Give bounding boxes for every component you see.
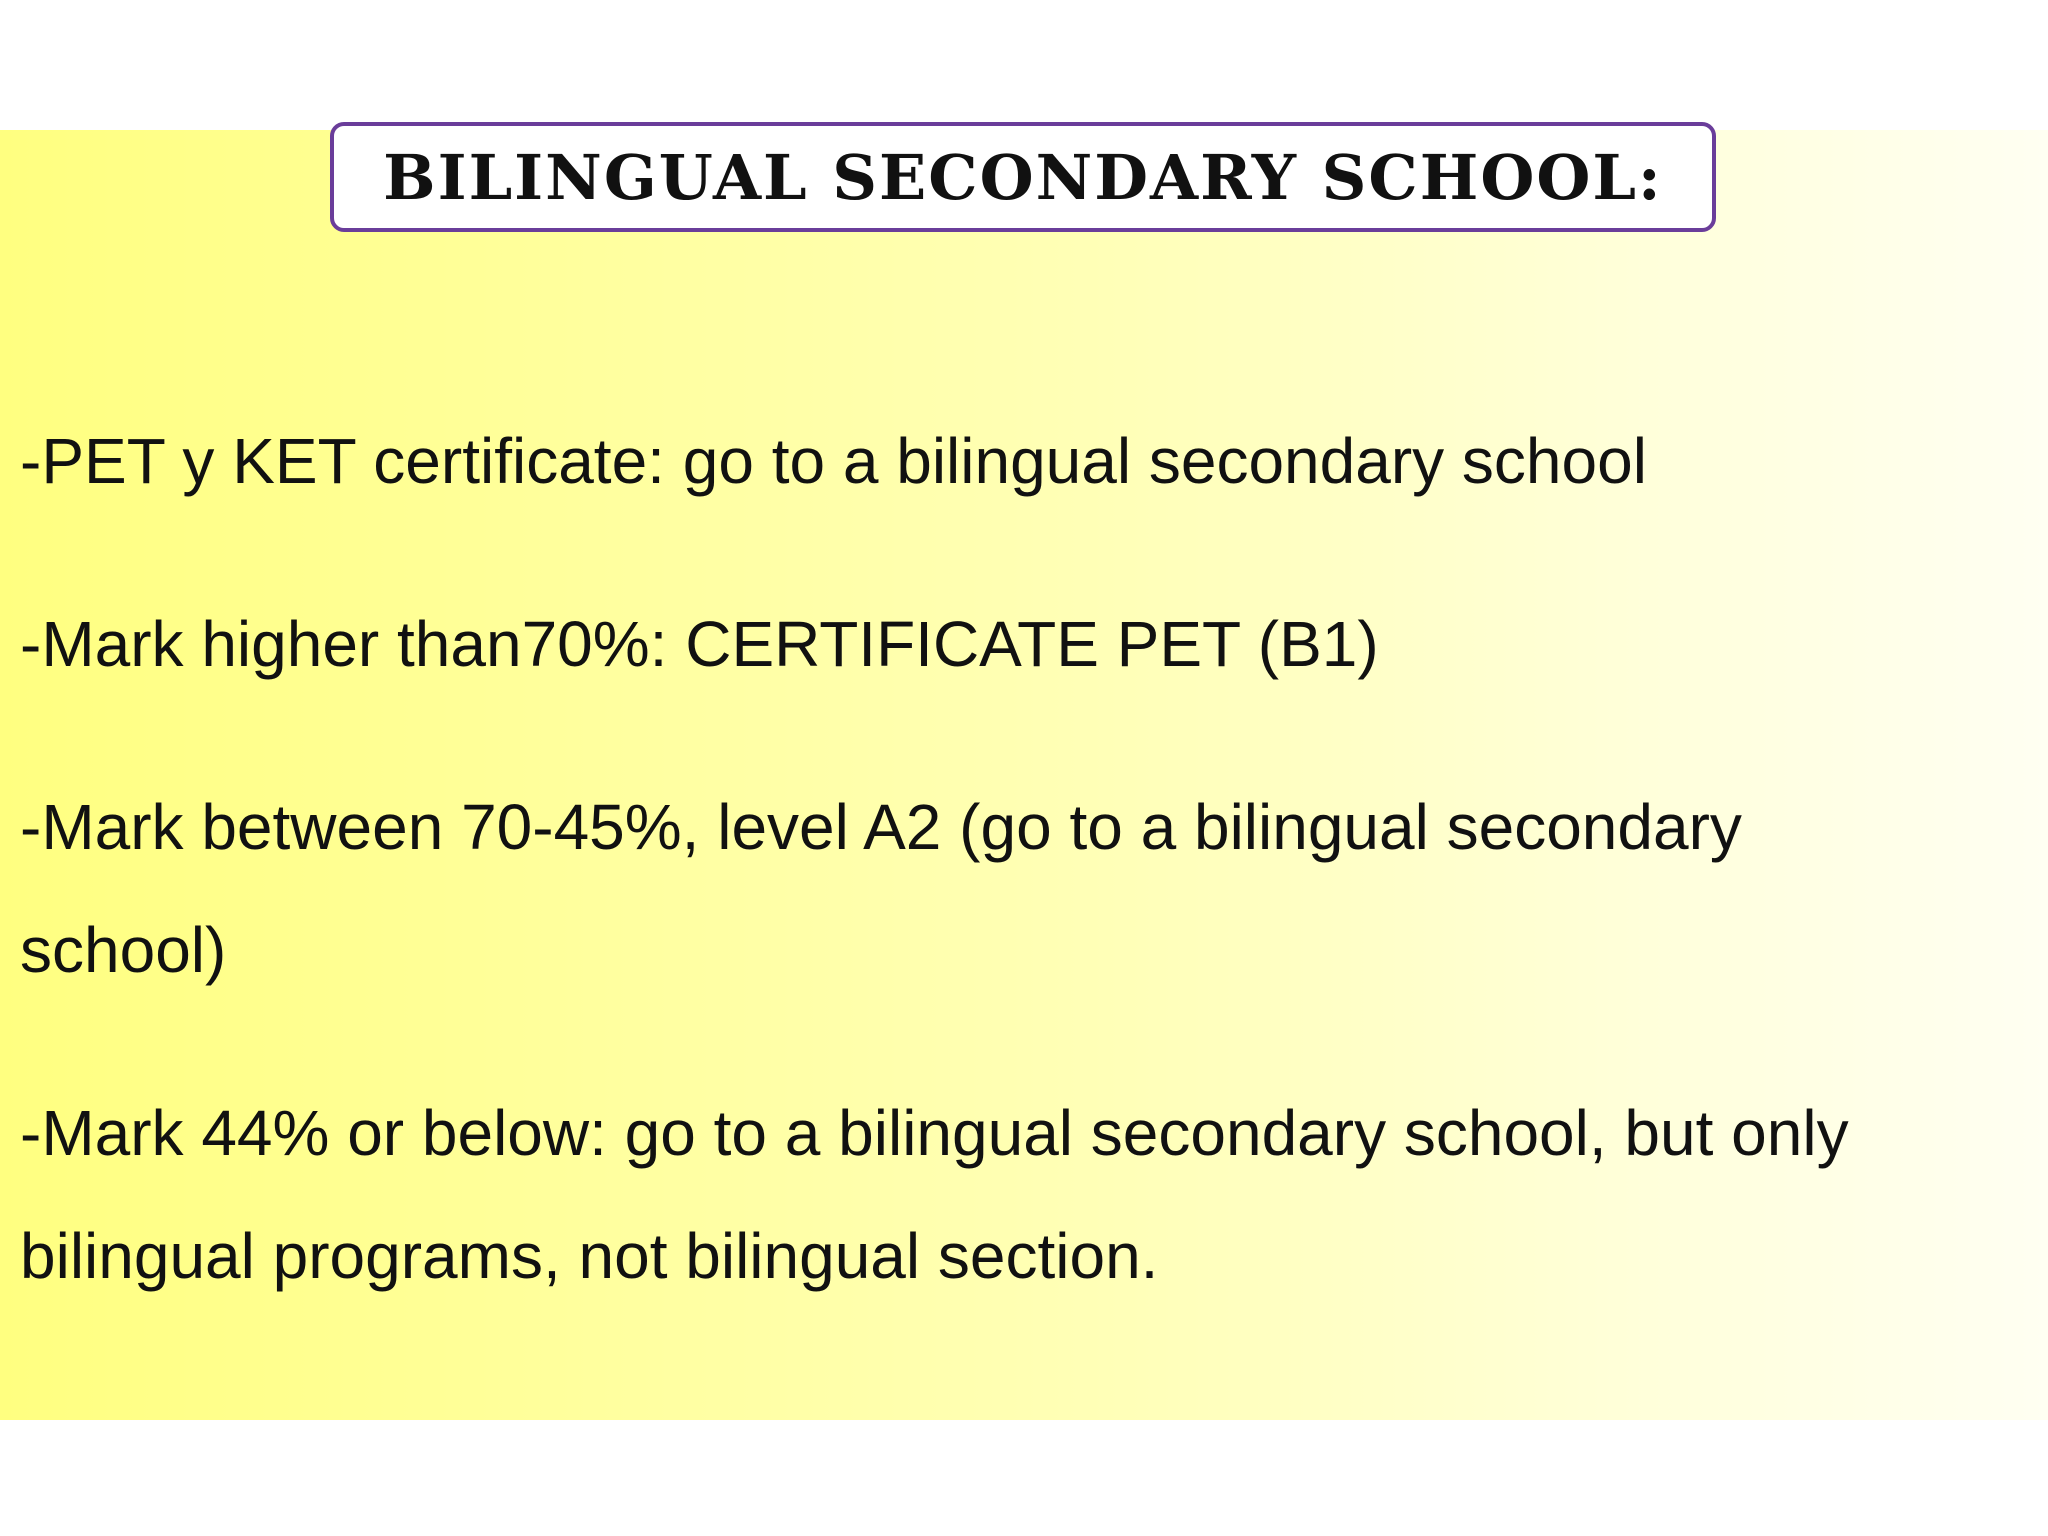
- bullet-item: -PET y KET certificate: go to a bilingual secondary school: [20, 425, 1647, 497]
- bullet-item: -Mark higher than70%: CERTIFICATE PET (B1): [20, 608, 1379, 680]
- bullet-list: [20, 400, 2020, 1378]
- bullet-item: -Mark between 70-45%, level A2 (go to a bilingual secondary school): [20, 791, 1742, 986]
- slide-title: BILINGUAL SECONDARY SCHOOL:: [383, 140, 1663, 214]
- title-box: [330, 122, 1716, 232]
- bullet-item: -Mark 44% or below: go to a bilingual secondary school, but only bilingual programs, not bilingual section.: [20, 1097, 1849, 1292]
